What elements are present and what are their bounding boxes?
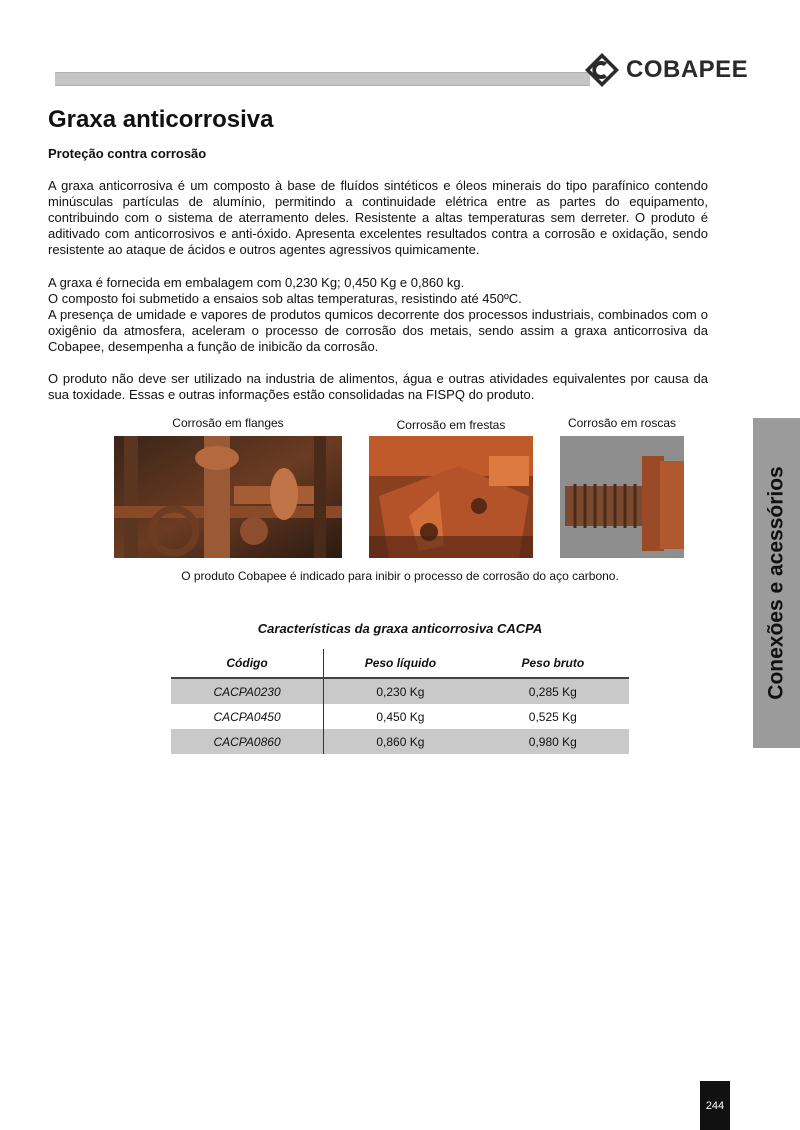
photo-caption-flanges: Corrosão em flanges	[172, 416, 284, 430]
warning-paragraph: O produto não deve ser utilizado na industria de alimentos, água e outras atividades equivalentes por causa da sua toxidade. Essas e outras informações estão consolidadas na FISPQ do produto.	[48, 371, 708, 402]
cell-codigo: CACPA0450	[171, 704, 324, 729]
details-line: A graxa é fornecida em embalagem com 0,230 Kg; 0,450 Kg e 0,860 kg.	[48, 275, 465, 290]
cell-peso-bruto: 0,525 Kg	[528, 709, 577, 724]
header-codigo: Código	[171, 649, 324, 678]
cell-peso-liquido: 0,860 Kg	[324, 729, 477, 754]
section-side-tab	[753, 418, 800, 748]
page-subtitle: Proteção contra corrosão	[48, 146, 207, 161]
table-row	[171, 678, 629, 704]
cell-peso-bruto: 0,980 Kg	[477, 729, 629, 754]
photo-note: O produto Cobapee é indicado para inibir o processo de corrosão do aço carbono.	[181, 569, 619, 583]
photo-caption-roscas: Corrosão em roscas	[567, 416, 677, 430]
cobapee-logo	[584, 52, 748, 88]
page-title: Graxa anticorrosiva	[48, 106, 274, 133]
side-tab-label: Conexões e acessórios	[764, 466, 788, 700]
header-peso-bruto: Peso bruto	[477, 649, 629, 678]
details-paragraph	[48, 275, 708, 355]
intro-paragraph: A graxa anticorrosiva é um composto à base de fluídos sintéticos e óleos minerais do tipo parafínico contendo minúsculas partículas de alumínio, permitindo a continuidade elétrica entre as partes do equipamento, contribuindo com o sistema de aterramento deles. Resistente a altas temperaturas sem derreter. O produto é aditivado com anticorrosivos e anti-óxido. Apresenta excelentes resultados contra a corrosão e oxidação, sendo resistente ao ataque de ácidos e outros agentes agressivos quimicamente.	[48, 178, 708, 257]
photo-corroded-crevices	[369, 436, 533, 558]
photo-corroded-flanges	[114, 436, 342, 558]
cell-codigo: CACPA0230	[171, 678, 324, 704]
cell-peso-liquido: 0,230 Kg	[324, 678, 477, 704]
table-row	[171, 729, 629, 754]
table-title: Características da graxa anticorrosiva CACPA	[257, 621, 543, 636]
cell-codigo: CACPA0860	[171, 729, 324, 754]
details-line: O composto foi submetido a ensaios sob altas temperaturas, resistindo até 450ºC.	[48, 291, 522, 306]
cell-peso-bruto: 0,285 Kg	[477, 678, 629, 704]
specs-table	[171, 649, 629, 754]
cobapee-logo-icon	[584, 52, 620, 88]
header-bar	[55, 72, 590, 86]
table-row	[171, 704, 629, 729]
details-line: A presença de umidade e vapores de produtos qumicos decorrente dos processos industriais, combinados com o oxigênio da atmosfera, aceleram o processo de corrosão dos metais, sendo assim a graxa anticorrosiva da Cobapee, desempenha a função de inibicão da corrosão.	[48, 307, 708, 354]
logo-text: COBAPEE	[626, 56, 749, 83]
photo-caption-frestas: Corrosão em frestas	[396, 418, 506, 432]
cell-peso-liquido: 0,450 Kg	[376, 709, 425, 724]
page-number: 244	[700, 1081, 730, 1130]
photo-corroded-threads	[560, 436, 684, 558]
table-header-row	[171, 649, 629, 678]
header-peso-liquido: Peso líquido	[324, 649, 477, 678]
